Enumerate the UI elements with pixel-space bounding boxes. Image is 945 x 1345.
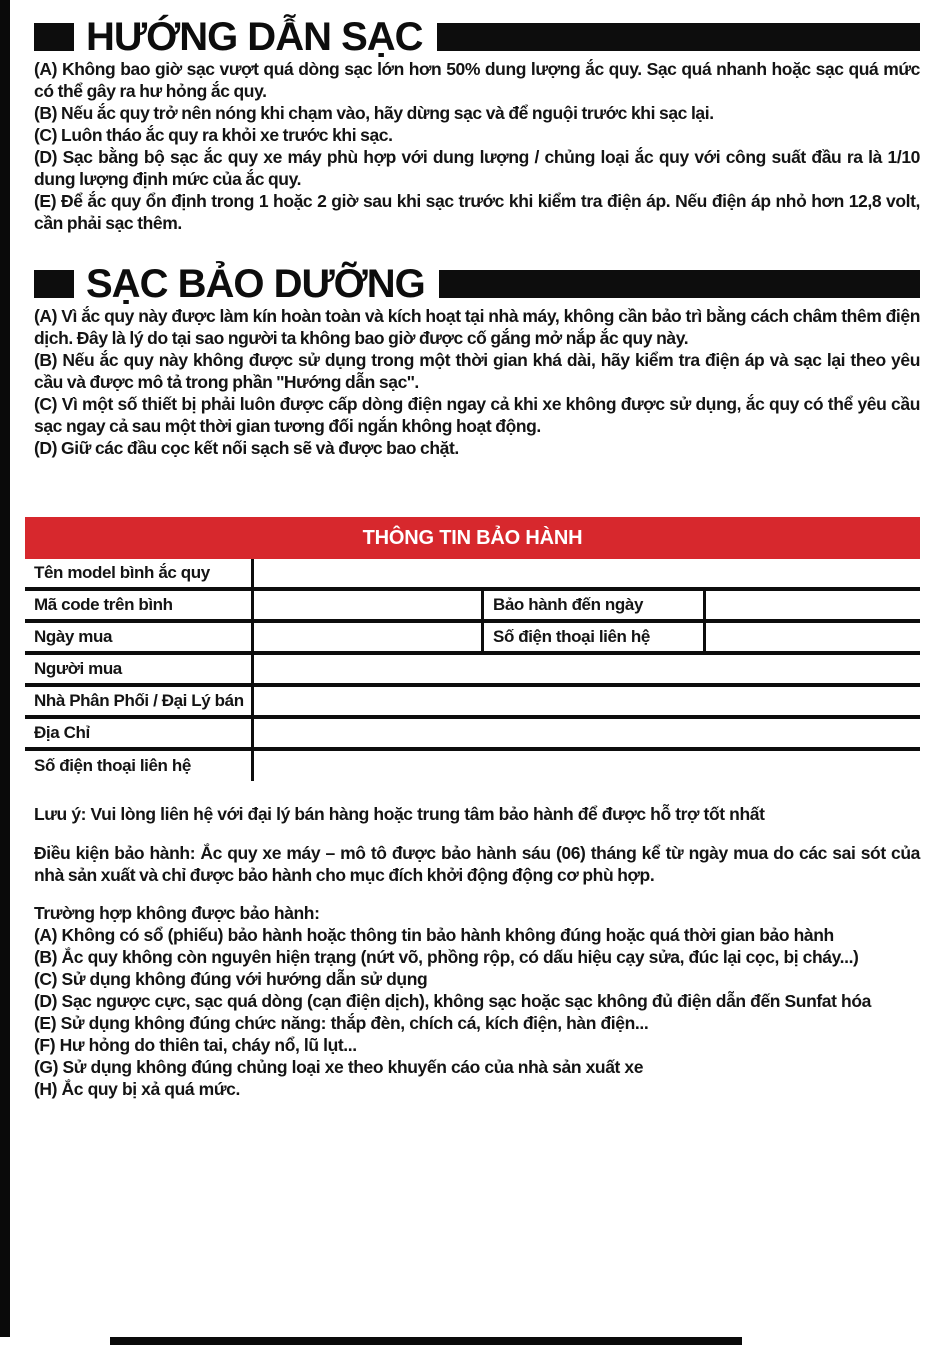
row-label2: Số điện thoại liên hệ (484, 623, 706, 651)
instruction-item: (C) Luôn tháo ắc quy ra khỏi xe trước khi sạc. (34, 125, 393, 145)
exclusion-item: (H) Ắc quy bị xả quá mức. (34, 1079, 240, 1099)
charging-instructions-list (34, 58, 920, 234)
row-label: Nhà Phân Phối / Đại Lý bán (25, 687, 254, 715)
row-label: Số điện thoại liên hệ (25, 751, 254, 781)
row-label: Người mua (25, 655, 254, 683)
instruction-item: (D) Sạc bằng bộ sạc ắc quy xe máy phù hợp với dung lượng / chủng loại ắc quy với công suất đầu ra là 1/10 dung lượng định mức của ắc quy. (34, 147, 920, 189)
black-square-bullet (34, 270, 74, 298)
instruction-item: (A) Không bao giờ sạc vượt quá dòng sạc lớn hơn 50% dung lượng ắc quy. Sạc quá nhanh hoặc sạc quá mức có thể gây ra hư hỏng ắc quy. (34, 59, 920, 101)
instruction-item: (B) Nếu ắc quy trở nên nóng khi chạm vào, hãy dừng sạc và để nguội trước khi sạc lại. (34, 103, 714, 123)
row-value-blank (254, 591, 484, 619)
exclusion-item: (A) Không có sổ (phiếu) bảo hành hoặc thông tin bảo hành không đúng hoặc quá thời gian bảo hành (34, 925, 834, 945)
row-value-blank (254, 751, 920, 781)
row-label: Mã code trên bình (25, 591, 254, 619)
row-value2-blank (706, 591, 920, 619)
section-title-maintenance: SẠC BẢO DƯỠNG (86, 262, 425, 306)
maintenance-instructions-list (34, 305, 920, 459)
instruction-item: (C) Vì một số thiết bị phải luôn được cấp dòng điện ngay cả khi xe không được sử dụng, ắc quy có thể yêu cầu sạc ngay cả sau một thời gian tương đối ngắn không hoạt động. (34, 394, 920, 436)
row-value2-blank (706, 623, 920, 651)
warranty-table (25, 517, 920, 781)
instruction-item: (E) Để ắc quy ổn định trong 1 hoặc 2 giờ sau khi sạc trước khi kiểm tra điện áp. Nếu điện áp nhỏ hơn 12,8 volt, cần phải sạc thêm. (34, 191, 920, 233)
section-title-charging: HƯỚNG DẪN SẠC (86, 15, 423, 59)
exclusions-title: Trường hợp không được bảo hành: (34, 903, 320, 923)
row-label: Ngày mua (25, 623, 254, 651)
row-label: Địa Chỉ (25, 719, 254, 747)
section-header-maintenance (34, 262, 920, 306)
exclusion-item: (E) Sử dụng không đúng chức năng: thắp đèn, chích cá, kích điện, hàn điện... (34, 1013, 649, 1033)
instruction-item: (B) Nếu ắc quy này không được sử dụng trong một thời gian khá dài, hãy kiểm tra điện áp và sạc lại theo yêu cầu và được mô tả trong phần ''Hướng dẫn sạc''. (34, 350, 920, 392)
table-row-model (25, 559, 920, 591)
table-row-purchase-date (25, 623, 920, 655)
row-value-blank (254, 719, 920, 747)
page-bottom-mark (110, 1337, 742, 1345)
exclusion-item: (G) Sử dụng không đúng chủng loại xe theo khuyến cáo của nhà sản xuất xe (34, 1057, 644, 1077)
table-row-phone (25, 751, 920, 781)
warranty-conditions: Điều kiện bảo hành: Ắc quy xe máy – mô tô được bảo hành sáu (06) tháng kể từ ngày mua do các sai sót của nhà sản xuất và chỉ được bảo hành cho mục đích khởi động động cơ phù hợp. (34, 843, 920, 885)
exclusion-item: (F) Hư hỏng do thiên tai, cháy nổ, lũ lụt... (34, 1035, 357, 1055)
row-label2: Bảo hành đến ngày (484, 591, 706, 619)
exclusion-item: (D) Sạc ngược cực, sạc quá dòng (cạn điện dịch), không sạc hoặc sạc không đủ điện dẫn đến Sunfat hóa (34, 991, 871, 1011)
support-note: Lưu ý: Vui lòng liên hệ với đại lý bán hàng hoặc trung tâm bảo hành để được hỗ trợ tốt nhất (34, 804, 765, 824)
black-square-bullet (34, 23, 74, 51)
warranty-exclusions (34, 902, 920, 1100)
page-content (34, 0, 920, 1100)
table-row-address (25, 719, 920, 751)
row-value-blank (254, 559, 920, 587)
header-rule-bar (439, 270, 920, 298)
page-left-edge-strip (0, 0, 10, 1337)
table-row-buyer (25, 655, 920, 687)
header-rule-bar (437, 23, 920, 51)
instruction-item: (A) Vì ắc quy này được làm kín hoàn toàn và kích hoạt tại nhà máy, không cần bảo trì bằng cách châm thêm điện dịch. Đây là lý do tại sao người ta không bao giờ được cố gắng mở nắp ắc quy này. (34, 306, 920, 348)
exclusion-item: (C) Sử dụng không đúng với hướng dẫn sử dụng (34, 969, 428, 989)
row-value-blank (254, 687, 920, 715)
table-row-distributor (25, 687, 920, 719)
section-header-charging (34, 15, 920, 59)
row-value-blank (254, 623, 484, 651)
row-label: Tên model bình ắc quy (25, 559, 254, 587)
exclusion-item: (B) Ắc quy không còn nguyên hiện trạng (nứt võ, phồng rộp, có dấu hiệu cạy sửa, đúc lại cọc, bị cháy...) (34, 947, 859, 967)
row-value-blank (254, 655, 920, 683)
table-row-code (25, 591, 920, 623)
warranty-table-title: THÔNG TIN BẢO HÀNH (25, 517, 920, 559)
instruction-item: (D) Giữ các đầu cọc kết nối sạch sẽ và được bao chặt. (34, 438, 459, 458)
